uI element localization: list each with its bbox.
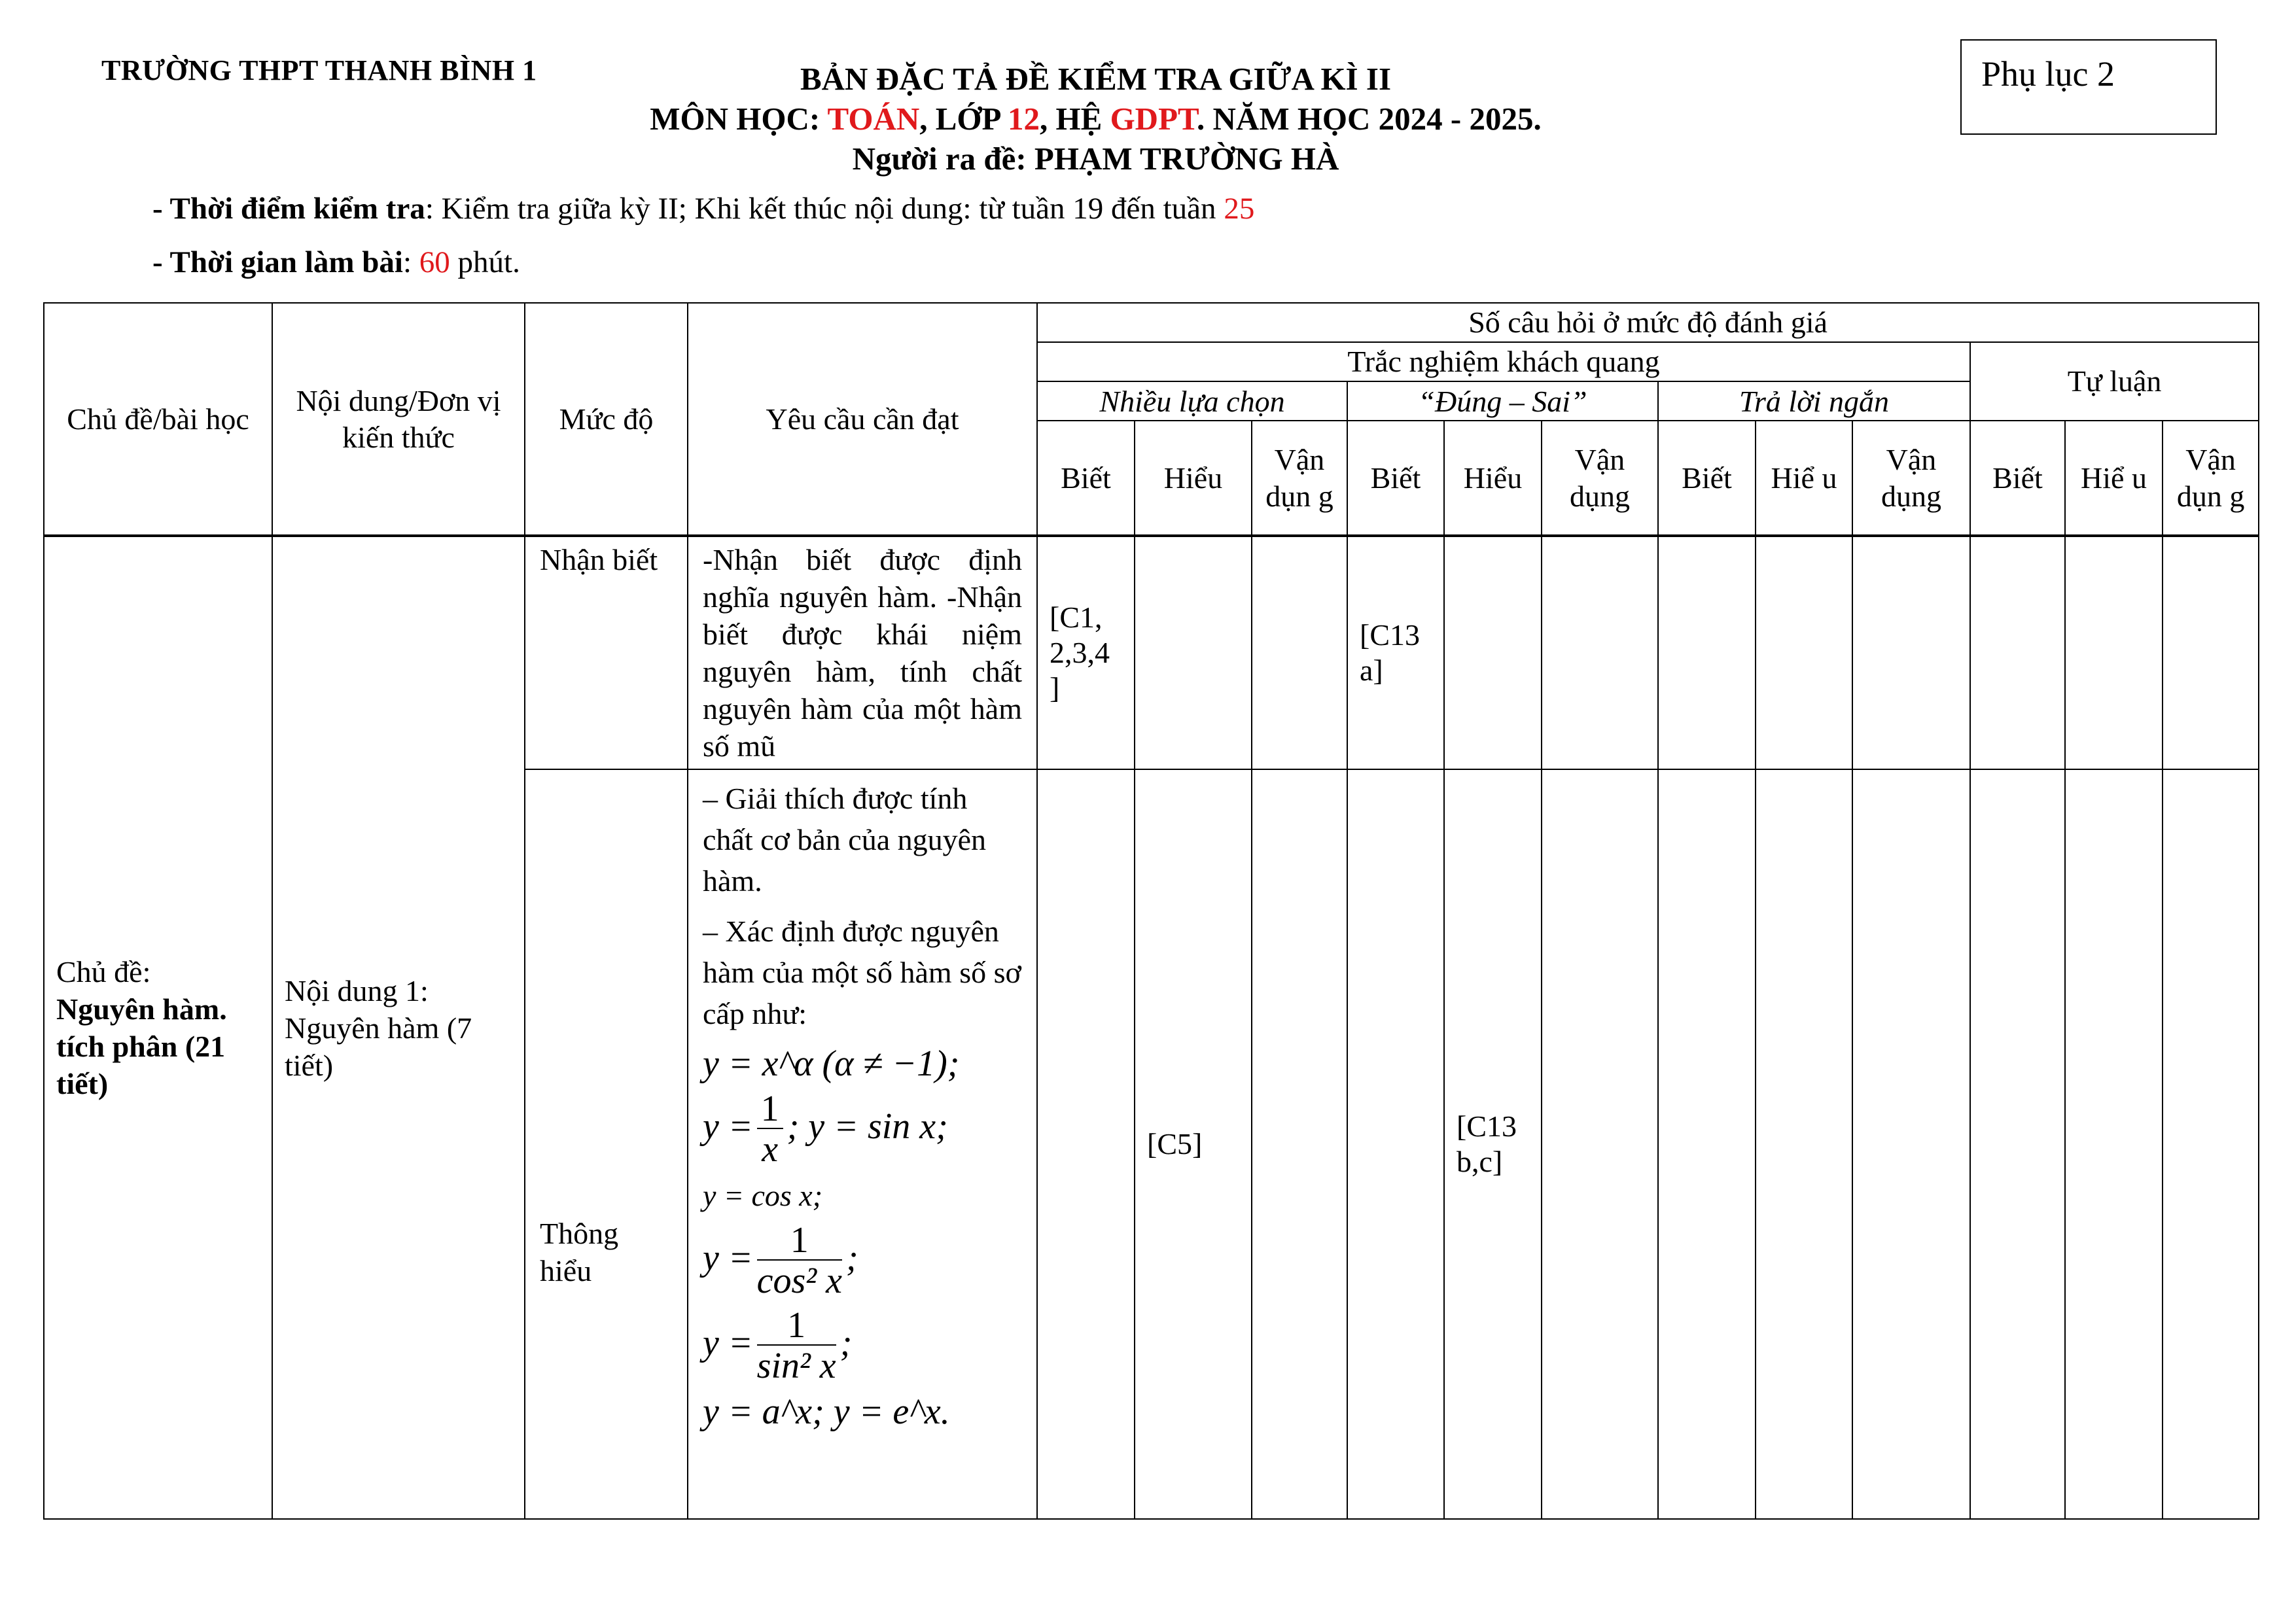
school-name: TRƯỜNG THPT THANH BÌNH 1	[101, 54, 537, 86]
mc-van-dung: Vận dụn g	[1252, 421, 1347, 536]
system-prefix: , HỆ	[1040, 101, 1110, 137]
specification-table	[43, 302, 2259, 1520]
header-essay: Tự luận	[1970, 342, 2259, 421]
empty-cell	[2065, 769, 2163, 1519]
requirement-thong-hieu	[688, 769, 1037, 1519]
f2-fraction	[757, 1090, 783, 1170]
essay-van-dung: Vận dụn g	[2163, 421, 2259, 536]
empty-cell	[1852, 536, 1970, 769]
f5-den: sin² x	[756, 1346, 836, 1386]
mc-hieu: Hiểu	[1135, 421, 1252, 536]
header-requirement: Yêu cầu cần đạt	[688, 303, 1037, 536]
f5-suffix: ;	[839, 1322, 853, 1363]
duration-value: 60	[419, 245, 450, 279]
topic-prefix: Chủ đề:	[56, 955, 151, 988]
tf-biet: Biết	[1347, 421, 1444, 536]
tf-van-dung: Vận dụng	[1542, 421, 1658, 536]
empty-cell	[1970, 536, 2065, 769]
essay-biet: Biết	[1970, 421, 2065, 536]
exam-duration	[152, 245, 520, 280]
empty-cell	[1756, 769, 1852, 1519]
f2-den: x	[762, 1129, 779, 1170]
subject-prefix: MÔN HỌC:	[650, 101, 828, 137]
header-short-answer: Trả lời ngắn	[1658, 381, 1970, 421]
f5-num: 1	[757, 1306, 836, 1346]
school-year: . NĂM HỌC 2024 - 2025.	[1197, 101, 1542, 137]
time-point-text: : Kiểm tra giữa kỳ II; Khi kết thúc nội dung: từ tuần 19 đến tuần	[425, 192, 1224, 226]
tf-hieu: Hiểu	[1444, 421, 1542, 536]
f5-fraction	[757, 1306, 836, 1386]
mc-hieu-value: [C5]	[1135, 769, 1252, 1519]
requirement-p1: – Giải thích được tính chất cơ bản của nguyên hàm.	[703, 782, 987, 898]
header-true-false: “Đúng – Sai”	[1347, 381, 1658, 421]
author-line: Người ra đề: PHẠM TRƯỜNG HÀ	[852, 141, 1339, 177]
short-hieu: Hiể u	[1756, 421, 1852, 536]
system-value: GDPT	[1110, 101, 1197, 137]
level-thong-hieu: Thông hiểu	[525, 769, 688, 1519]
topic-cell	[44, 536, 272, 1519]
f4-suffix: ;	[845, 1237, 858, 1278]
time-point-end-week: 25	[1224, 192, 1255, 226]
topic-name: Nguyên hàm. tích phân (21 tiết)	[56, 992, 227, 1100]
empty-cell	[1347, 769, 1444, 1519]
f2-num: 1	[757, 1090, 783, 1129]
empty-cell	[1542, 536, 1658, 769]
empty-cell	[1852, 769, 1970, 1519]
header-topic: Chủ đề/bài học	[44, 303, 272, 536]
header-question-count: Số câu hỏi ở mức độ đánh giá	[1037, 303, 2259, 342]
empty-cell	[1756, 536, 1852, 769]
formula-exponential: y = a^x; y = e^x.	[703, 1391, 950, 1432]
exam-time-point	[152, 191, 1254, 226]
level-nhan-biet: Nhận biết	[525, 536, 688, 769]
f4-prefix: y =	[703, 1237, 753, 1278]
formula-cos: y = cos x;	[703, 1179, 823, 1212]
empty-cell	[1252, 769, 1347, 1519]
requirement-p2: – Xác định được nguyên hàm của một số hàm số sơ cấp như:	[703, 915, 1021, 1030]
f2-prefix: y =	[703, 1106, 753, 1147]
short-biet: Biết	[1658, 421, 1756, 536]
subject-name: TOÁN	[827, 101, 920, 137]
header-level: Mức độ	[525, 303, 688, 536]
empty-cell	[1658, 536, 1756, 769]
subject-line	[0, 99, 2296, 139]
header-objective: Trắc nghiệm khách quang	[1037, 342, 1970, 381]
header-content: Nội dung/Đơn vị kiến thức	[272, 303, 525, 536]
duration-separator: :	[402, 245, 419, 279]
empty-cell	[2163, 536, 2259, 769]
empty-cell	[1658, 769, 1756, 1519]
table-row	[44, 536, 2259, 769]
document-title: BẢN ĐẶC TẢ ĐỀ KIỂM TRA GIỮA KÌ II	[800, 61, 1392, 97]
appendix-box: Phụ lục 2	[1960, 39, 2217, 135]
empty-cell	[1252, 536, 1347, 769]
content-cell: Nội dung 1: Nguyên hàm (7 tiết)	[272, 536, 525, 1519]
empty-cell	[1444, 536, 1542, 769]
essay-hieu: Hiể u	[2065, 421, 2163, 536]
tf-biet-value: [C13 a]	[1347, 536, 1444, 769]
empty-cell	[2163, 769, 2259, 1519]
requirement-nhan-biet: -Nhận biết được định nghĩa nguyên hàm. -Nhận biết được khái niệm nguyên hàm, tính chất nguyên hàm của một hàm số mũ	[688, 536, 1037, 769]
f2-suffix: ; y = sin x;	[786, 1106, 948, 1147]
time-point-label: - Thời điểm kiểm tra	[152, 192, 425, 226]
formula-power: y = x^α (α ≠ −1);	[703, 1043, 960, 1084]
formula-reciprocal-sin	[703, 1090, 1022, 1170]
f4-fraction	[757, 1221, 842, 1301]
mc-biet-value: [C1, 2,3,4 ]	[1037, 536, 1135, 769]
f5-prefix: y =	[703, 1322, 753, 1363]
grade-value: 12	[1008, 101, 1040, 137]
empty-cell	[1542, 769, 1658, 1519]
duration-label: - Thời gian làm bài	[152, 245, 403, 279]
empty-cell	[1135, 536, 1252, 769]
short-van-dung: Vận dụng	[1852, 421, 1970, 536]
duration-unit: phút.	[450, 245, 520, 279]
mc-biet: Biết	[1037, 421, 1135, 536]
formula-inverse-sin-squared	[703, 1306, 1022, 1386]
f4-den: cos² x	[756, 1261, 842, 1301]
empty-cell	[2065, 536, 2163, 769]
f4-num: 1	[757, 1221, 842, 1261]
header-multiple-choice: Nhiều lựa chọn	[1037, 381, 1347, 421]
empty-cell	[1037, 769, 1135, 1519]
grade-prefix: , LỚP	[919, 101, 1008, 137]
document-title-block	[0, 59, 2296, 179]
formula-inverse-cos-squared	[703, 1221, 1022, 1301]
tf-hieu-value: [C13 b,c]	[1444, 769, 1542, 1519]
empty-cell	[1970, 769, 2065, 1519]
